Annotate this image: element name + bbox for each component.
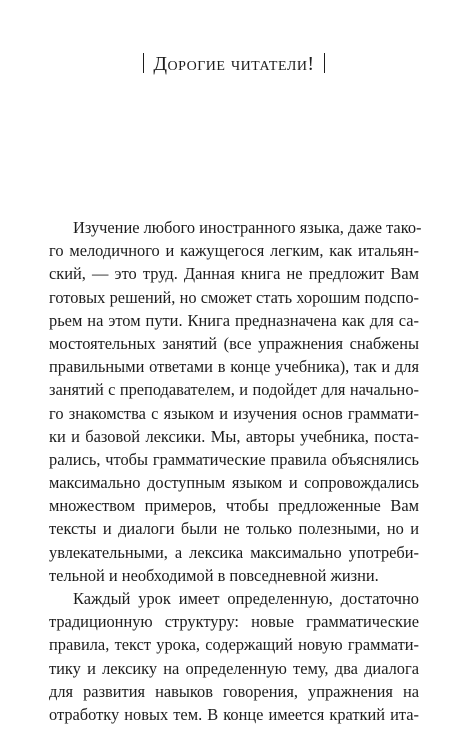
text-line: отработку новых тем. В конце имеется краткий ита- bbox=[49, 704, 419, 724]
text-line: тексты и диалоги были не только полезными, но и bbox=[49, 519, 419, 539]
text-line: увлекательными, а лексика максимально употреби- bbox=[49, 542, 419, 562]
text-line: для развития навыков говорения, упражнения на bbox=[49, 681, 419, 701]
text-line: занятий с преподавателем, и подойдет для начально- bbox=[49, 380, 419, 400]
text-line: множеством примеров, чтобы предложенные Вам bbox=[49, 496, 419, 516]
text-line: го знакомства с языком и изучения основ граммати- bbox=[49, 403, 419, 423]
text-line: ки и базовой лексики. Мы, авторы учебника, поста- bbox=[49, 426, 419, 446]
text-line: Изучение любого иностранного языка, даже тако- bbox=[73, 218, 422, 237]
heading-left-bar bbox=[143, 53, 145, 73]
text-line: тику и лексику на определенную тему, два диалога bbox=[49, 658, 419, 678]
text-line: ский, — это труд. Данная книга не предложит Вам bbox=[49, 264, 419, 284]
text-line: правильными ответами в конце учебника), так и для bbox=[49, 357, 419, 377]
text-line: максимально доступным языком и сопровождались bbox=[49, 473, 419, 493]
body-text bbox=[49, 216, 422, 726]
text-line: го мелодичного и кажущегося легким, как итальян- bbox=[49, 241, 419, 261]
paragraph-2 bbox=[49, 587, 419, 726]
text-line: рались, чтобы грамматические правила объяснялись bbox=[49, 449, 419, 469]
paragraph-1 bbox=[49, 216, 422, 587]
page-heading bbox=[0, 52, 468, 76]
text-line: традиционную структуру: новые грамматические bbox=[49, 612, 419, 632]
text-line: мостоятельных занятий (все упражнения снабжены bbox=[49, 333, 419, 353]
text-line: тельной и необходимой в повседневной жизни. bbox=[49, 565, 379, 585]
text-line: правила, текст урока, содержащий новую граммати- bbox=[49, 635, 419, 655]
heading-right-bar bbox=[324, 53, 326, 73]
text-line: готовых решений, но сможет стать хорошим подспо- bbox=[49, 287, 419, 307]
text-line: Каждый урок имеет определенную, достаточно bbox=[73, 589, 419, 608]
page-title: Дорогие читатели! bbox=[153, 53, 315, 75]
text-line: рьем на этом пути. Книга предназначена как для са- bbox=[49, 310, 419, 330]
